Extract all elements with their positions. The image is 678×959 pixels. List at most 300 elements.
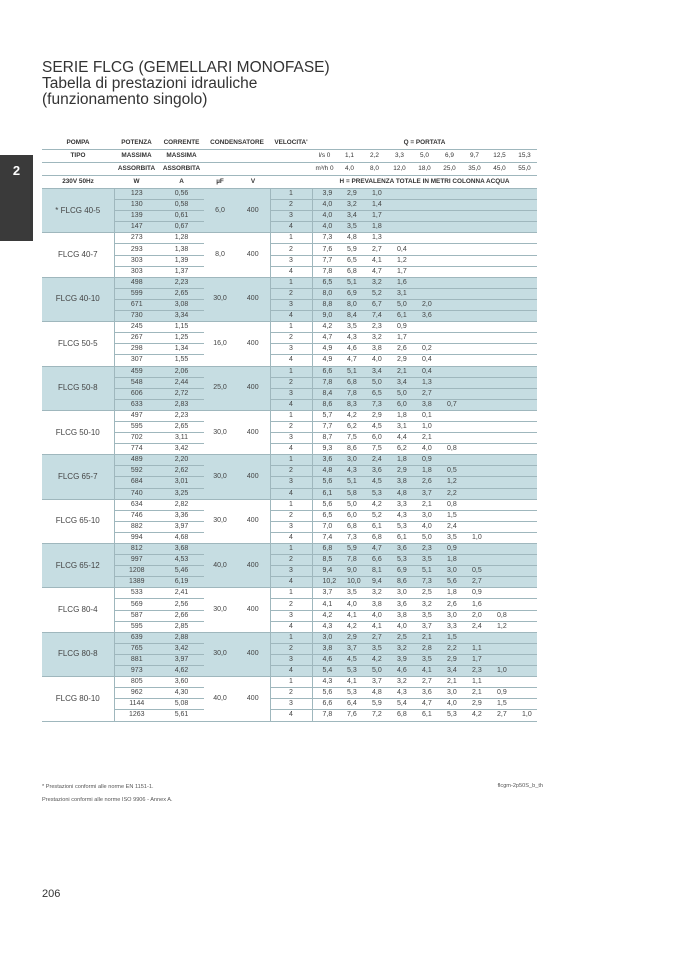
table-row	[42, 255, 537, 266]
pump-model: FLCG 65-12	[42, 544, 114, 588]
pump-model: FLCG 80-4	[42, 588, 114, 632]
table-row	[42, 599, 537, 610]
head-value: 4,8	[362, 688, 387, 699]
flow-m3h: 45,0	[487, 163, 512, 176]
head-value	[487, 255, 512, 266]
head-value	[512, 666, 537, 677]
capacitor-uf: 6,0	[204, 189, 236, 233]
head-value	[512, 288, 537, 299]
power-w: 293	[114, 244, 159, 255]
power-w: 587	[114, 610, 159, 621]
head-value: 2,6	[387, 344, 412, 355]
head-value	[412, 266, 437, 277]
speed: 3	[270, 255, 312, 266]
table-row	[42, 455, 537, 466]
power-w: 812	[114, 544, 159, 555]
power-w: 139	[114, 211, 159, 222]
current-a: 2,44	[159, 377, 204, 388]
head-value	[412, 288, 437, 299]
header-velocita: VELOCITA'	[270, 137, 312, 150]
head-value	[512, 344, 537, 355]
head-value: 1,8	[362, 222, 387, 233]
head-value: 4,8	[387, 488, 412, 499]
table-row	[42, 499, 537, 510]
head-value	[512, 233, 537, 244]
head-value	[487, 677, 512, 688]
current-a: 2,83	[159, 399, 204, 410]
capacitor-v: 400	[236, 410, 270, 454]
header-massima-a: MASSIMA	[159, 150, 204, 163]
head-value: 6,5	[312, 510, 337, 521]
head-value	[487, 643, 512, 654]
table-row	[42, 688, 537, 699]
head-value: 5,9	[337, 244, 362, 255]
head-value: 2,1	[412, 433, 437, 444]
chapter-tab: 2	[0, 155, 33, 241]
head-value	[487, 266, 512, 277]
table-row	[42, 699, 537, 710]
power-w: 1263	[114, 710, 159, 721]
head-value	[512, 588, 537, 599]
table-row	[42, 266, 537, 277]
head-value: 3,7	[412, 621, 437, 632]
power-w: 303	[114, 266, 159, 277]
head-value	[512, 399, 537, 410]
head-value	[387, 211, 412, 222]
head-value: 2,9	[387, 466, 412, 477]
head-value: 6,8	[337, 521, 362, 532]
head-value	[437, 299, 462, 310]
head-value: 7,8	[312, 377, 337, 388]
head-value: 3,8	[412, 399, 437, 410]
speed: 1	[270, 189, 312, 200]
flow-ls: 6,9	[437, 150, 462, 163]
power-w: 1389	[114, 577, 159, 588]
head-value: 6,5	[337, 255, 362, 266]
head-value: 1,8	[412, 466, 437, 477]
header-prevalenza: H = PREVALENZA TOTALE IN METRI COLONNA ACQUA	[312, 176, 537, 189]
head-value: 1,7	[387, 333, 412, 344]
current-a: 2,65	[159, 288, 204, 299]
header-unit-a: A	[159, 176, 204, 189]
table-row	[42, 288, 537, 299]
table-row	[42, 355, 537, 366]
head-value: 5,3	[387, 521, 412, 532]
speed: 3	[270, 299, 312, 310]
head-value: 3,4	[362, 366, 387, 377]
head-value	[487, 377, 512, 388]
head-value	[412, 233, 437, 244]
pump-model: FLCG 65-7	[42, 455, 114, 499]
head-value: 3,4	[387, 377, 412, 388]
head-value	[437, 366, 462, 377]
head-value: 0,9	[437, 544, 462, 555]
power-w: 633	[114, 399, 159, 410]
power-w: 147	[114, 222, 159, 233]
head-value	[437, 233, 462, 244]
head-value	[462, 233, 487, 244]
current-a: 2,23	[159, 277, 204, 288]
power-w: 298	[114, 344, 159, 355]
head-value: 5,0	[362, 377, 387, 388]
head-value: 4,3	[387, 510, 412, 521]
table-row	[42, 488, 537, 499]
header-corrente: CORRENTE	[159, 137, 204, 150]
head-value: 2,9	[387, 355, 412, 366]
power-w: 639	[114, 632, 159, 643]
head-value: 3,0	[312, 632, 337, 643]
head-value	[462, 211, 487, 222]
power-w: 273	[114, 233, 159, 244]
head-value: 4,0	[387, 621, 412, 632]
head-value: 4,6	[312, 654, 337, 665]
head-value: 1,7	[362, 211, 387, 222]
current-a: 1,55	[159, 355, 204, 366]
speed: 4	[270, 621, 312, 632]
table-row	[42, 577, 537, 588]
head-value: 2,7	[412, 388, 437, 399]
capacitor-v: 400	[236, 277, 270, 321]
head-value	[437, 410, 462, 421]
head-value: 4,7	[362, 266, 387, 277]
capacitor-uf: 8,0	[204, 233, 236, 277]
head-value: 6,0	[337, 510, 362, 521]
power-w: 307	[114, 355, 159, 366]
head-value: 4,3	[312, 677, 337, 688]
head-value	[512, 333, 537, 344]
head-value	[412, 244, 437, 255]
capacitor-v: 400	[236, 588, 270, 632]
flow-m3h: 8,0	[362, 163, 387, 176]
head-value: 1,8	[437, 555, 462, 566]
power-w: 1208	[114, 566, 159, 577]
current-a: 4,30	[159, 688, 204, 699]
head-value	[462, 433, 487, 444]
head-value: 8,0	[337, 299, 362, 310]
head-value: 5,3	[387, 555, 412, 566]
head-value: 3,9	[387, 654, 412, 665]
header-assorbita-a: ASSORBITA	[159, 163, 204, 176]
power-w: 606	[114, 388, 159, 399]
head-value: 5,6	[312, 477, 337, 488]
head-value: 8,6	[387, 577, 412, 588]
head-value: 1,2	[487, 621, 512, 632]
head-value: 2,7	[412, 677, 437, 688]
head-value: 3,8	[362, 599, 387, 610]
power-w: 994	[114, 532, 159, 543]
head-value: 5,0	[387, 388, 412, 399]
current-a: 3,08	[159, 299, 204, 310]
table-row	[42, 521, 537, 532]
head-value: 4,0	[312, 200, 337, 211]
table-row	[42, 677, 537, 688]
head-value	[487, 277, 512, 288]
head-value: 3,6	[412, 688, 437, 699]
head-value	[412, 200, 437, 211]
head-value: 4,0	[362, 610, 387, 621]
current-a: 1,15	[159, 322, 204, 333]
head-value	[512, 499, 537, 510]
head-value: 3,2	[362, 588, 387, 599]
head-value: 1,6	[387, 277, 412, 288]
current-a: 2,62	[159, 466, 204, 477]
speed: 1	[270, 322, 312, 333]
current-a: 2,20	[159, 455, 204, 466]
head-value: 3,0	[437, 566, 462, 577]
head-value: 5,3	[437, 710, 462, 721]
table-row	[42, 333, 537, 344]
speed: 1	[270, 455, 312, 466]
head-value: 5,1	[337, 366, 362, 377]
head-value: 2,1	[412, 632, 437, 643]
head-value: 4,2	[337, 621, 362, 632]
capacitor-v: 400	[236, 677, 270, 721]
head-value	[487, 599, 512, 610]
head-value: 4,8	[337, 233, 362, 244]
power-w: 303	[114, 255, 159, 266]
head-value: 3,3	[437, 621, 462, 632]
head-value: 2,1	[412, 499, 437, 510]
head-value: 3,2	[412, 599, 437, 610]
head-value	[437, 388, 462, 399]
head-value	[512, 444, 537, 455]
head-value: 0,9	[462, 588, 487, 599]
speed: 2	[270, 643, 312, 654]
head-value: 4,1	[312, 599, 337, 610]
head-value	[487, 333, 512, 344]
head-value: 0,8	[437, 444, 462, 455]
table-row	[42, 555, 537, 566]
speed: 3	[270, 610, 312, 621]
head-value: 2,3	[412, 544, 437, 555]
page-number: 206	[42, 888, 61, 900]
head-value: 5,2	[362, 288, 387, 299]
head-value: 2,3	[362, 322, 387, 333]
head-value: 1,7	[462, 654, 487, 665]
head-value: 7,8	[337, 388, 362, 399]
flow-m3h: 4,0	[337, 163, 362, 176]
head-value: 3,7	[312, 588, 337, 599]
flow-ls: 2,2	[362, 150, 387, 163]
head-value: 3,5	[337, 222, 362, 233]
speed: 2	[270, 599, 312, 610]
head-value: 4,6	[337, 344, 362, 355]
head-value: 3,0	[412, 510, 437, 521]
head-value: 5,3	[362, 488, 387, 499]
head-value: 3,5	[337, 588, 362, 599]
document-code: flcgm-2p50S_b_th	[497, 783, 543, 789]
table-row	[42, 344, 537, 355]
head-value	[437, 288, 462, 299]
head-value: 0,9	[487, 688, 512, 699]
head-value: 4,9	[312, 355, 337, 366]
table-row	[42, 643, 537, 654]
head-value: 7,7	[312, 255, 337, 266]
head-value: 3,2	[362, 333, 387, 344]
table-row	[42, 399, 537, 410]
head-value: 2,4	[462, 621, 487, 632]
head-value	[512, 244, 537, 255]
speed: 3	[270, 388, 312, 399]
head-value: 7,0	[312, 521, 337, 532]
table-row	[42, 532, 537, 543]
head-value	[512, 255, 537, 266]
head-value: 4,0	[312, 222, 337, 233]
power-w: 881	[114, 654, 159, 665]
head-value	[512, 377, 537, 388]
head-value	[487, 189, 512, 200]
table-row	[42, 444, 537, 455]
capacitor-v: 400	[236, 189, 270, 233]
table-row	[42, 654, 537, 665]
title-line-2: Tabella di prestazioni idrauliche	[42, 75, 258, 92]
speed: 1	[270, 632, 312, 643]
table-row	[42, 299, 537, 310]
head-value: 7,5	[362, 444, 387, 455]
speed: 2	[270, 377, 312, 388]
head-value: 4,0	[337, 599, 362, 610]
head-value: 3,1	[387, 288, 412, 299]
head-value: 3,7	[337, 643, 362, 654]
header-potenza: POTENZA	[114, 137, 159, 150]
table-row	[42, 710, 537, 721]
head-value: 6,5	[362, 388, 387, 399]
page-title	[42, 60, 330, 108]
head-value: 2,2	[437, 488, 462, 499]
current-a: 2,82	[159, 499, 204, 510]
speed: 4	[270, 266, 312, 277]
current-a: 1,34	[159, 344, 204, 355]
head-value: 9,0	[312, 311, 337, 322]
head-value: 7,6	[312, 244, 337, 255]
speed: 3	[270, 566, 312, 577]
speed: 1	[270, 277, 312, 288]
power-w: 459	[114, 366, 159, 377]
head-value	[487, 355, 512, 366]
head-value: 5,6	[437, 577, 462, 588]
speed: 1	[270, 410, 312, 421]
head-value: 6,8	[362, 532, 387, 543]
title-line-1: SERIE FLCG (GEMELLARI MONOFASE)	[42, 59, 330, 76]
head-value	[487, 577, 512, 588]
head-value	[512, 322, 537, 333]
speed: 2	[270, 466, 312, 477]
current-a: 3,42	[159, 643, 204, 654]
table-row	[42, 388, 537, 399]
head-value: 7,4	[362, 311, 387, 322]
head-value: 5,9	[337, 544, 362, 555]
head-value: 0,5	[462, 566, 487, 577]
current-a: 2,65	[159, 421, 204, 432]
head-value: 10,0	[337, 577, 362, 588]
speed: 1	[270, 588, 312, 599]
head-value: 2,0	[412, 299, 437, 310]
head-value: 4,2	[337, 410, 362, 421]
head-value	[437, 266, 462, 277]
head-value: 7,3	[362, 399, 387, 410]
power-w: 595	[114, 421, 159, 432]
current-a: 4,53	[159, 555, 204, 566]
speed: 4	[270, 532, 312, 543]
power-w: 497	[114, 410, 159, 421]
head-value	[437, 322, 462, 333]
head-value	[512, 466, 537, 477]
head-value	[462, 466, 487, 477]
head-value	[462, 410, 487, 421]
power-w: 684	[114, 477, 159, 488]
head-value: 1,1	[462, 677, 487, 688]
speed: 2	[270, 244, 312, 255]
power-w: 267	[114, 333, 159, 344]
head-value: 4,4	[387, 433, 412, 444]
table-row	[42, 311, 537, 322]
head-value	[437, 421, 462, 432]
flow-unit-ls: l/s 0	[312, 150, 337, 163]
head-value: 4,8	[312, 466, 337, 477]
head-value	[512, 510, 537, 521]
speed: 2	[270, 421, 312, 432]
power-w: 1144	[114, 699, 159, 710]
head-value: 6,2	[387, 444, 412, 455]
current-a: 3,60	[159, 677, 204, 688]
flow-ls: 12,5	[487, 150, 512, 163]
capacitor-uf: 40,0	[204, 677, 236, 721]
speed: 1	[270, 233, 312, 244]
head-value	[487, 566, 512, 577]
head-value	[387, 200, 412, 211]
head-value: 1,5	[437, 632, 462, 643]
head-value	[487, 588, 512, 599]
current-a: 2,85	[159, 621, 204, 632]
head-value	[462, 344, 487, 355]
head-value	[512, 299, 537, 310]
speed: 2	[270, 510, 312, 521]
head-value	[512, 410, 537, 421]
head-value	[462, 311, 487, 322]
head-value: 8,0	[312, 288, 337, 299]
head-value: 4,9	[312, 344, 337, 355]
head-value	[512, 189, 537, 200]
head-value	[512, 555, 537, 566]
current-a: 3,68	[159, 544, 204, 555]
current-a: 6,19	[159, 577, 204, 588]
head-value	[512, 654, 537, 665]
head-value	[512, 610, 537, 621]
head-value: 3,0	[437, 688, 462, 699]
head-value: 5,7	[312, 410, 337, 421]
head-value: 2,3	[462, 666, 487, 677]
head-value: 5,3	[337, 666, 362, 677]
head-value: 0,4	[412, 355, 437, 366]
current-a: 1,28	[159, 233, 204, 244]
power-w: 997	[114, 555, 159, 566]
head-value	[512, 311, 537, 322]
head-value: 3,5	[412, 610, 437, 621]
head-value: 1,0	[512, 710, 537, 721]
head-value: 1,0	[462, 532, 487, 543]
pump-model: FLCG 80-10	[42, 677, 114, 721]
capacitor-uf: 30,0	[204, 588, 236, 632]
head-value: 7,3	[337, 532, 362, 543]
head-value: 0,7	[437, 399, 462, 410]
head-value: 8,1	[362, 566, 387, 577]
head-value: 2,9	[437, 654, 462, 665]
table-row	[42, 200, 537, 211]
pump-model: FLCG 50-8	[42, 366, 114, 410]
current-a: 2,66	[159, 610, 204, 621]
head-value: 3,1	[387, 421, 412, 432]
head-value	[512, 521, 537, 532]
